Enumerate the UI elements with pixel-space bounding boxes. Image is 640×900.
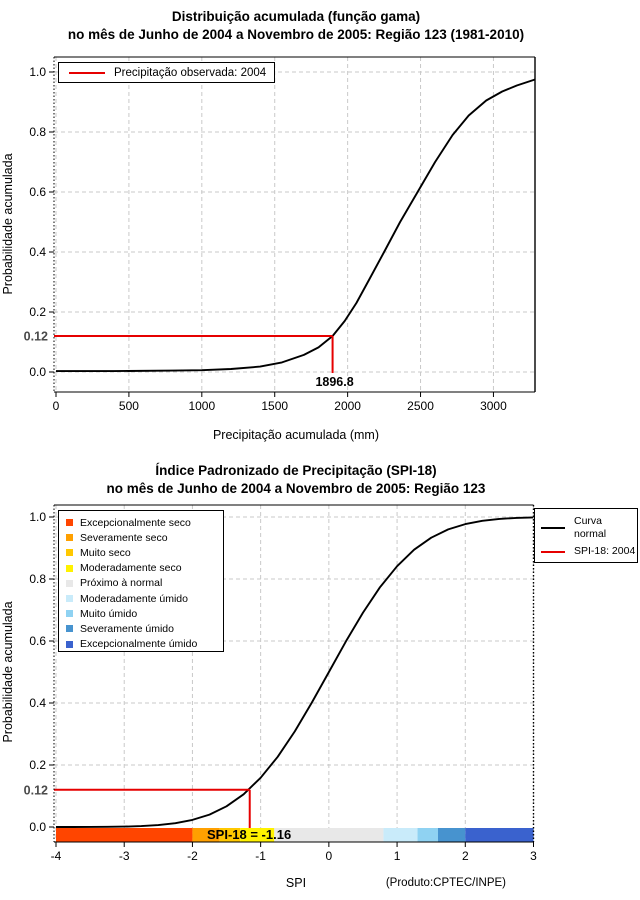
x-tick-label: 1000 — [188, 399, 216, 413]
y-tick-label: 1.0 — [29, 65, 46, 79]
spi-category-bar-segment — [465, 828, 533, 842]
x-tick-label: 1 — [393, 849, 401, 863]
category-label: Severamente seco — [80, 531, 168, 544]
category-swatch — [66, 549, 73, 556]
y-tick-label: 0.8 — [29, 125, 46, 139]
category-swatch — [66, 595, 73, 602]
red-line-sample — [69, 72, 105, 74]
category-label: Excepcionalmente úmido — [80, 638, 198, 651]
cdf-curve — [56, 80, 535, 372]
annotation-precipitation-value: 1896.8 — [315, 375, 354, 389]
y-tick-label: 0.8 — [29, 572, 46, 586]
x-tick-label: 0 — [325, 849, 333, 863]
annotation-probability-value: 0.12 — [23, 783, 48, 798]
category-label: Muito úmido — [80, 607, 138, 620]
chart1-title-line1: Distribuição acumulada (função gama) — [171, 9, 421, 24]
x-tick-label: 3 — [530, 849, 537, 863]
category-swatch — [66, 610, 73, 617]
legend-item-6 — [66, 591, 223, 606]
legend-item-1 — [66, 515, 223, 530]
legend-row-spi — [535, 543, 637, 560]
category-label: Severamente úmido — [80, 622, 174, 635]
category-swatch — [66, 641, 73, 648]
chart1-title-line2: no mês de Junho de 2004 a Novembro de 2005: Região 123 (1981-2010) — [67, 27, 525, 42]
category-swatch — [66, 534, 73, 541]
x-tick-label: 0 — [52, 399, 60, 413]
x-tick-label: 1500 — [261, 399, 289, 413]
y-tick-label: 1.0 — [29, 510, 46, 524]
legend-item-7 — [66, 606, 223, 621]
annotation-probability-value: 0.12 — [23, 329, 48, 344]
red-line-sample — [541, 551, 565, 553]
chart1-y-axis-title: Probabilidade acumulada — [1, 153, 15, 295]
spi-category-bar-segment — [56, 828, 192, 842]
y-tick-label: 0.2 — [29, 758, 46, 772]
legend-item-3 — [66, 545, 223, 560]
chart1-legend — [58, 62, 275, 83]
category-swatch — [66, 565, 73, 572]
chart2-x-axis-title: SPI — [285, 876, 307, 890]
category-label: Excepcionalmente seco — [80, 516, 191, 529]
legend-item-2 — [66, 530, 223, 545]
category-label: Próximo à normal — [80, 577, 163, 590]
x-tick-label: -3 — [118, 849, 130, 863]
black-line-sample — [541, 527, 565, 529]
x-tick-label: -4 — [50, 849, 62, 863]
y-tick-label: 0.6 — [29, 634, 46, 648]
x-tick-label: 3000 — [480, 399, 507, 413]
x-tick-label: 2000 — [334, 399, 361, 413]
legend-item-5 — [66, 576, 223, 591]
spi-category-legend — [58, 510, 224, 652]
spi-cdf-chart — [0, 450, 640, 900]
x-tick-label: 500 — [118, 399, 139, 413]
spi-category-bar-segment — [418, 828, 438, 842]
y-tick-label: 0.4 — [29, 696, 46, 710]
category-label: Moderadamente seco — [80, 562, 182, 575]
x-tick-label: 2500 — [407, 399, 434, 413]
y-tick-label: 0.4 — [29, 245, 46, 259]
x-tick-label: -2 — [187, 849, 198, 863]
annotation-spi-value: SPI-18 = -1.16 — [207, 827, 292, 842]
legend-row-normal-curve — [535, 513, 637, 543]
y-tick-label: 0.2 — [29, 305, 46, 319]
normal-curve-label: Curva normal — [574, 515, 607, 540]
spi-category-bar-segment — [383, 828, 417, 842]
legend-item-4 — [66, 561, 223, 576]
chart2-series-legend — [534, 508, 638, 563]
chart1-legend-label: Precipitação observada: 2004 — [114, 66, 267, 79]
category-label: Moderadamente úmido — [80, 592, 188, 605]
chart2-y-axis-title: Probabilidade acumulada — [1, 601, 15, 743]
spi-category-bar-segment — [438, 828, 465, 842]
chart1-x-axis-title: Precipitação acumulada (mm) — [212, 428, 380, 442]
chart2-title-line2: no mês de Junho de 2004 a Novembro de 2005: Região 123 — [106, 481, 486, 496]
x-tick-label: -1 — [255, 849, 266, 863]
category-swatch — [66, 580, 73, 587]
legend-item-9 — [66, 637, 223, 652]
spi-series-label: SPI-18: 2004 — [574, 545, 636, 557]
y-tick-label: 0.6 — [29, 185, 46, 199]
chart2-title-line1: Índice Padronizado de Precipitação (SPI-18) — [155, 463, 437, 478]
x-tick-label: 2 — [461, 849, 469, 863]
y-tick-label: 0.0 — [29, 365, 46, 379]
category-swatch — [66, 519, 73, 526]
category-label: Muito seco — [80, 546, 131, 559]
category-swatch — [66, 625, 73, 632]
y-tick-label: 0.0 — [29, 820, 46, 834]
product-credit: (Produto:CPTEC/INPE) — [385, 877, 506, 889]
legend-item-8 — [66, 621, 223, 636]
